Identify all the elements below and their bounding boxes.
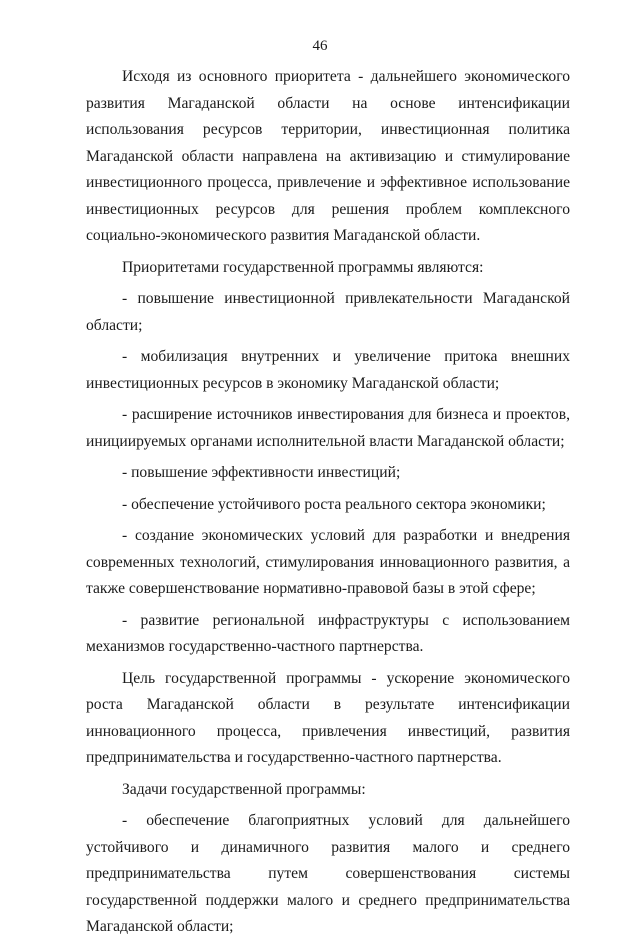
list-item-priority: - повышение инвестиционной привлекательности Магаданской области;	[86, 290, 570, 334]
page-number: 46	[312, 38, 328, 54]
paragraph-investment-policy: Исходя из основного приоритета - дальнейшего экономического развития Магаданской области на основе интенсификации использования ресурсов территории, инвестиционная политика Магаданской области направлена на активизацию и стимулирование инвестиционного процесса, привлечение и эффективное использование инвестиционных ресурсов для решения проблем комплексного социально-экономического развития Магаданской области.	[86, 68, 570, 244]
list-item-priority: - обеспечение устойчивого роста реального сектора экономики;	[122, 495, 546, 513]
list-item-priority: - развитие региональной инфраструктуры с использованием механизмов государственно-частного партнерства.	[86, 611, 570, 655]
paragraph-tasks-heading: Задачи государственной программы:	[122, 780, 366, 798]
paragraph-priorities-heading: Приоритетами государственной программы являются:	[122, 258, 484, 276]
list-item-priority: - расширение источников инвестирования для бизнеса и проектов, инициируемых органами исполнительной власти Магаданской области;	[86, 406, 570, 450]
list-item-task: - обеспечение благоприятных условий для дальнейшего устойчивого и динамичного развития малого и среднего предпринимательства путем совершенствования системы государственной поддержки малого и среднего предпринимательства Магаданской области;	[86, 812, 570, 935]
document-body	[86, 64, 570, 941]
list-item-priority: - создание экономических условий для разработки и внедрения современных технологий, стимулирования инновационного развития, а также совершенствование нормативно-правовой базы в этой сфере;	[86, 527, 570, 597]
list-item-priority: - мобилизация внутренних и увеличение притока внешних инвестиционных ресурсов в экономику Магаданской области;	[86, 348, 570, 392]
list-item-priority: - повышение эффективности инвестиций;	[122, 464, 401, 481]
paragraph-program-goal: Цель государственной программы - ускорение экономического роста Магаданской области в результате интенсификации инновационного процесса, привлечения инвестиций, развития предпринимательства и государственно-частного партнерства.	[86, 669, 570, 766]
